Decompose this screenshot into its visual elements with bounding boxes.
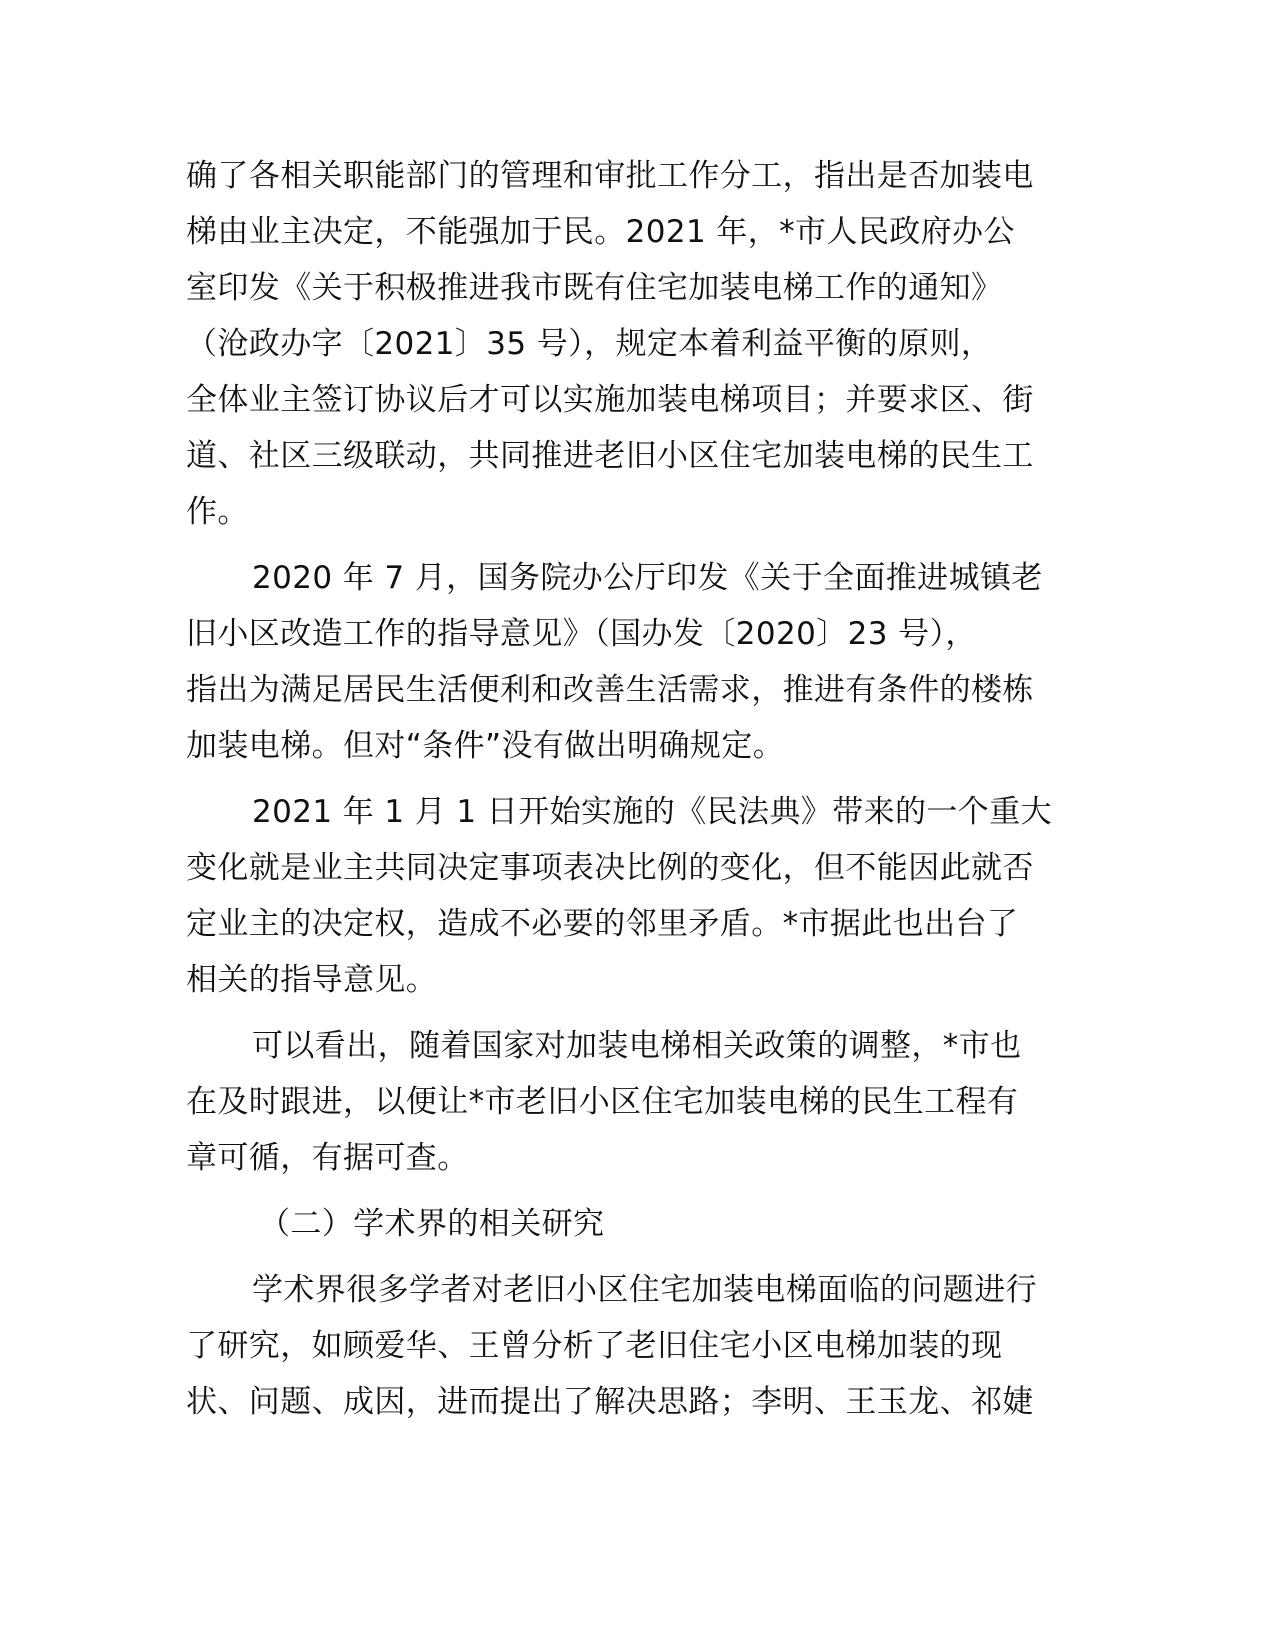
text-line: 全体业主签订协议后才可以实施加装电梯项目；并要求区、街 <box>186 382 1034 418</box>
text-line: 作。 <box>186 494 249 530</box>
text-line: 在及时跟进，以便让*市老旧小区住宅加装电梯的民生工程有 <box>186 1084 1019 1120</box>
text-line: （沧政办字〔2021〕35 号），规定本着利益平衡的原则， <box>186 326 993 362</box>
section-heading: （二）学术界的相关研究 <box>259 1206 605 1242</box>
text-line: 加装电梯。但对“条件”没有做出明确规定。 <box>186 728 785 764</box>
text-line: 梯由业主决定，不能强加于民。2021 年，*市人民政府办公 <box>186 214 1015 250</box>
text-line: 2021 年 1 月 1 日开始实施的《民法典》带来的一个重大 <box>252 794 1053 830</box>
text-line: 变化就是业主共同决定事项表决比例的变化，但不能因此就否 <box>186 850 1034 886</box>
text-line: 状、问题、成因，进而提出了解决思路；李明、王玉龙、祁婕 <box>186 1384 1034 1420</box>
text-line: 了研究，如顾爱华、王曾分析了老旧住宅小区电梯加装的现 <box>186 1328 1003 1364</box>
text-line: 室印发《关于积极推进我市既有住宅加装电梯工作的通知》 <box>186 270 1003 306</box>
text-line: 确了各相关职能部门的管理和审批工作分工，指出是否加装电 <box>186 158 1034 194</box>
text-line: 旧小区改造工作的指导意见》（国办发〔2020〕23 号）， <box>186 616 977 652</box>
text-line: 定业主的决定权，造成不必要的邻里矛盾。*市据此也出台了 <box>186 906 1019 942</box>
text-line: 指出为满足居民生活便利和改善生活需求，推进有条件的楼栋 <box>186 672 1034 708</box>
text-line: 道、社区三级联动，共同推进老旧小区住宅加装电梯的民生工 <box>186 438 1034 474</box>
text-line: 2020 年 7 月，国务院办公厅印发《关于全面推进城镇老 <box>252 560 1043 596</box>
text-line: 学术界很多学者对老旧小区住宅加装电梯面临的问题进行 <box>252 1272 1037 1308</box>
text-line: 可以看出，随着国家对加装电梯相关政策的调整，*市也 <box>252 1028 1022 1064</box>
text-line: 章可循，有据可查。 <box>186 1140 469 1176</box>
text-line: 相关的指导意见。 <box>186 962 438 998</box>
